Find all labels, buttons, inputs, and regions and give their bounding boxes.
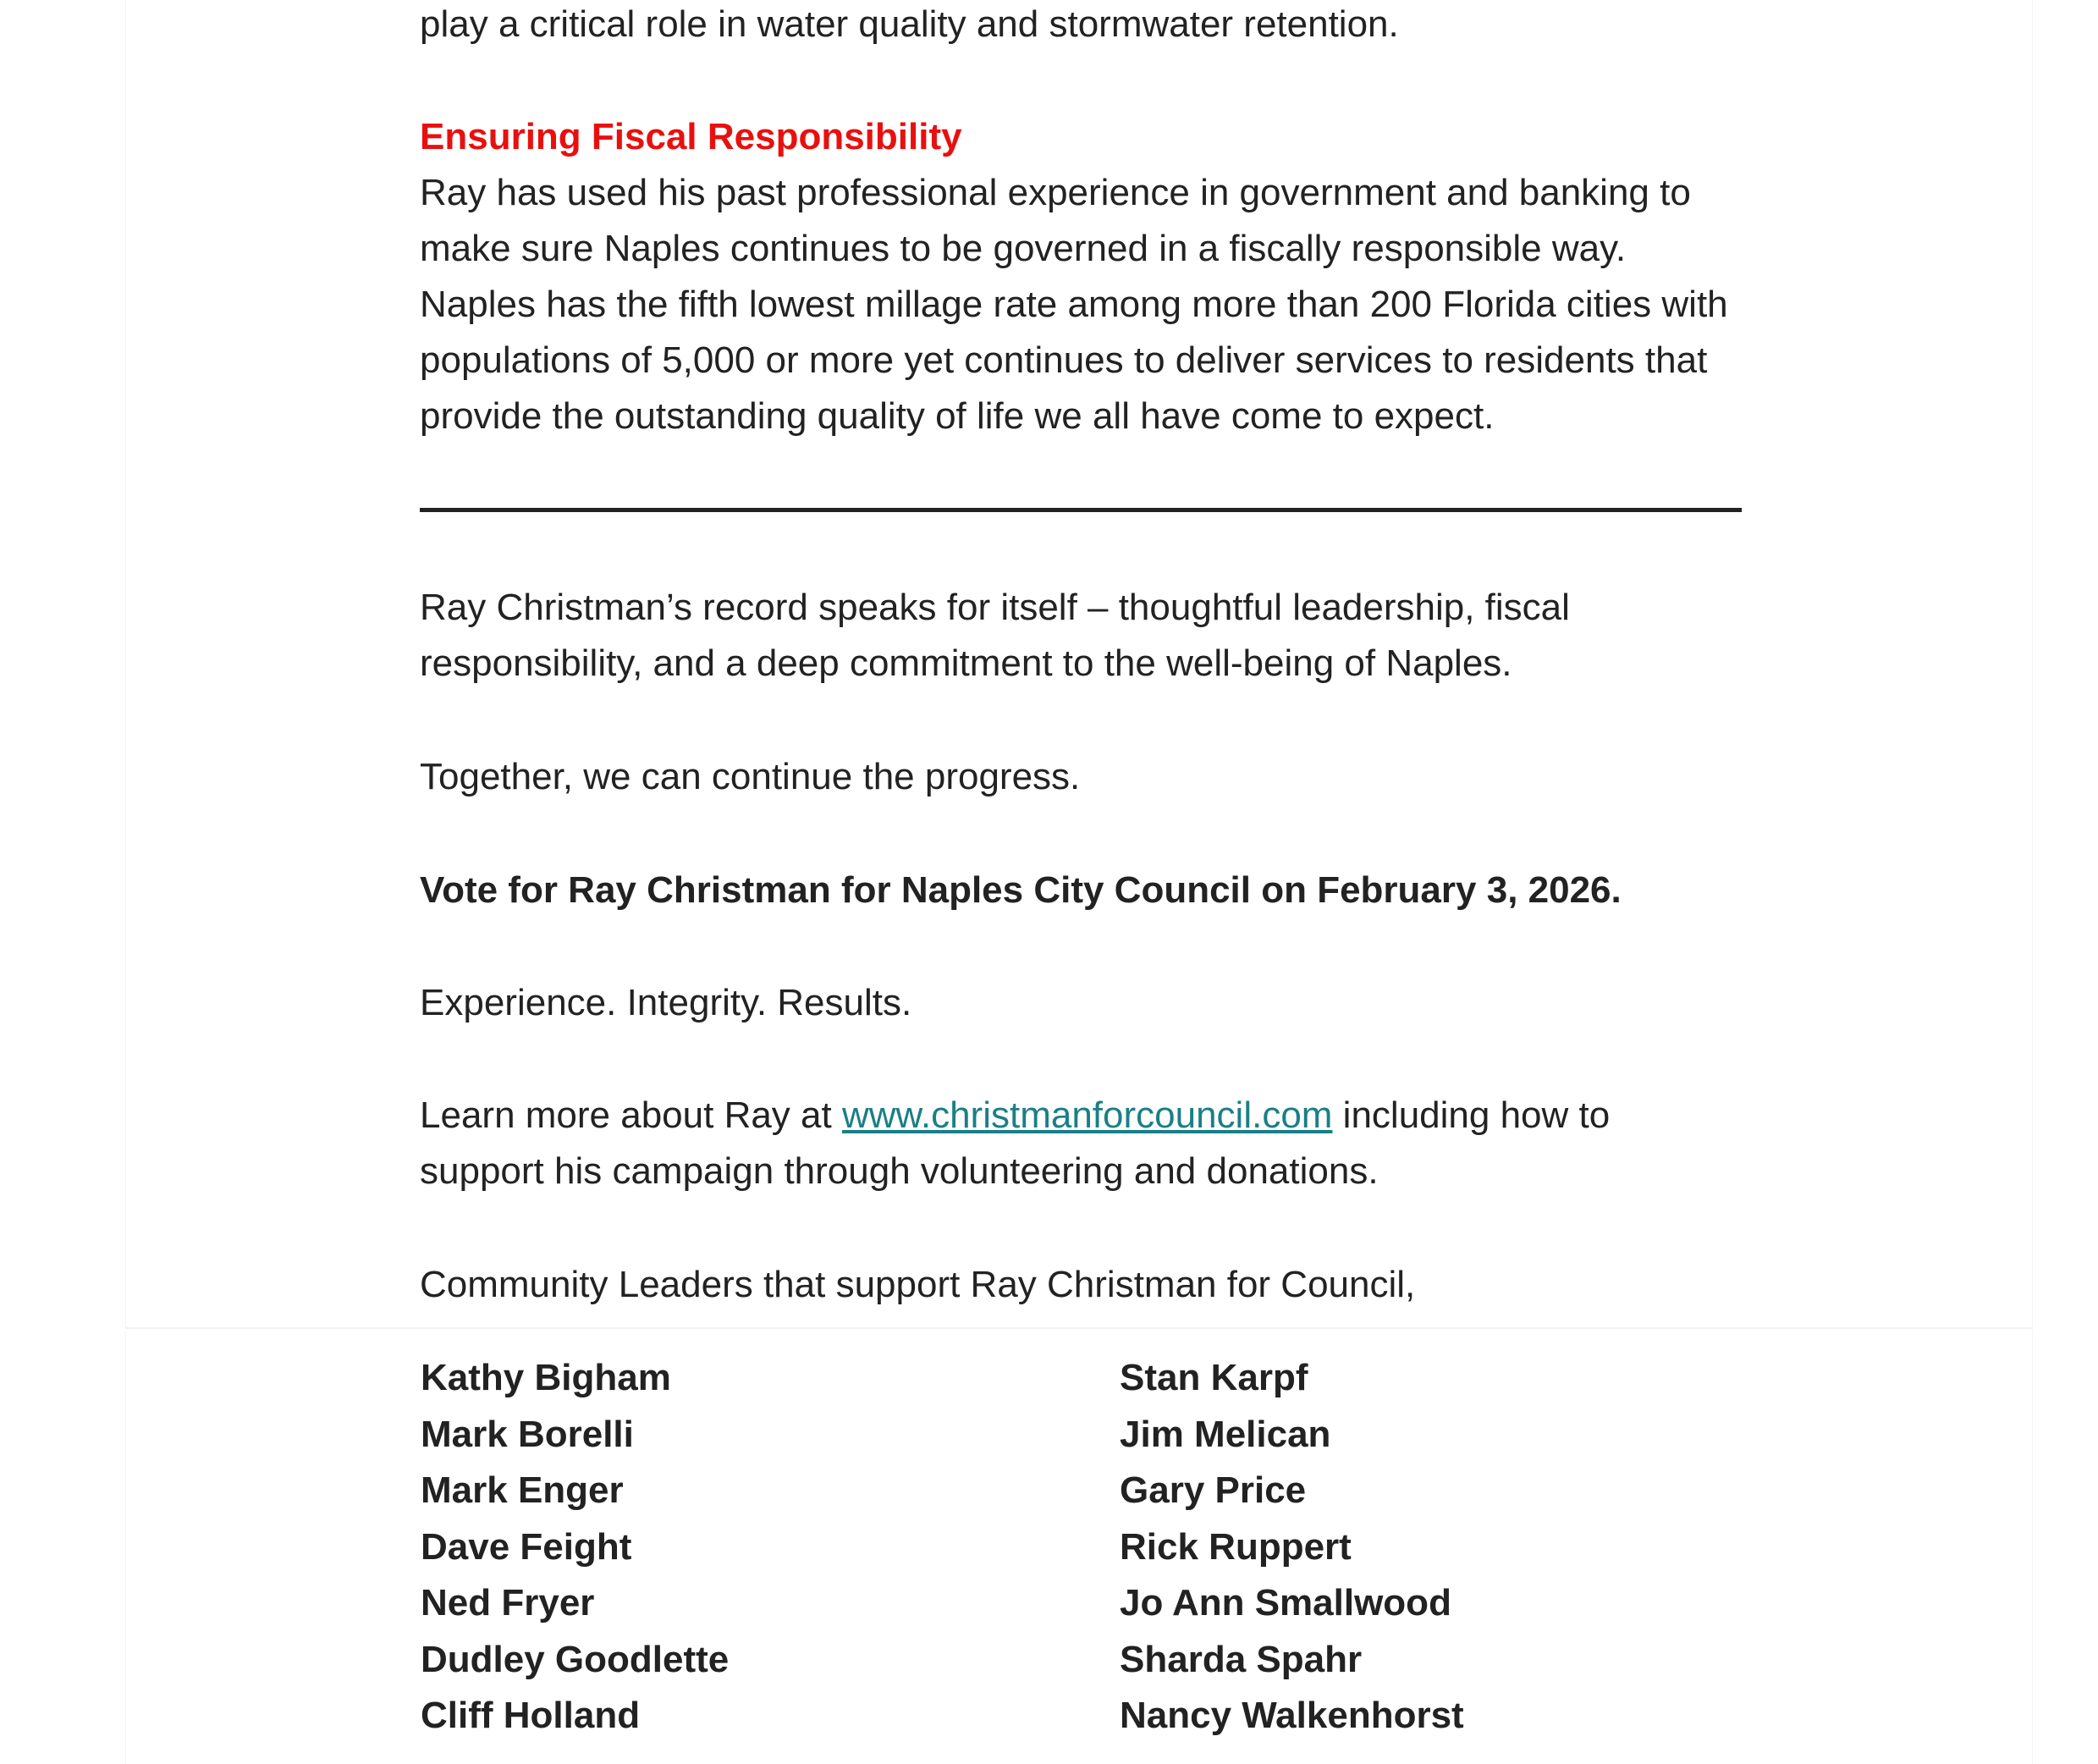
fiscal-section: [420, 109, 1748, 444]
slogan-paragraph: [420, 975, 1748, 1031]
vote-line: Vote for Ray Christman for Naples City Council on February 3, 2026.: [420, 869, 1622, 911]
supporter-name: Dudley Goodlette: [421, 1638, 730, 1680]
fiscal-line-4: populations of 5,000 or more yet continues to deliver services to residents that: [420, 339, 1708, 381]
supporter-name: Jo Ann Smallwood: [1120, 1582, 1451, 1623]
closing-section: [420, 580, 1748, 692]
supporters-right-column: [1120, 1350, 1464, 1745]
learn-more-line-2: support his campaign through volunteering and donations.: [420, 1150, 1379, 1192]
supporters-card: [125, 1331, 2033, 1764]
supporter-name: Dave Feight: [421, 1525, 632, 1568]
supporter-name: Ned Fryer: [421, 1582, 595, 1623]
together-paragraph: [420, 749, 1748, 805]
intro-paragraph: [420, 0, 1748, 52]
learn-more-paragraph: [420, 1088, 1748, 1199]
supporter-name: Mark Borelli: [421, 1413, 634, 1455]
supporter-name: Gary Price: [1120, 1469, 1307, 1511]
fiscal-line-5: provide the outstanding quality of life we all have come to expect.: [420, 395, 1495, 437]
together-line: Together, we can continue the progress.: [420, 756, 1081, 797]
fiscal-line-2: make sure Naples continues to be governed in a fiscally responsible way.: [420, 228, 1627, 269]
supporters-intro-paragraph: [420, 1257, 1748, 1313]
supporter-name: Sharda Spahr: [1120, 1638, 1363, 1680]
supporter-name: Rick Ruppert: [1120, 1525, 1352, 1568]
supporter-name: Kathy Bigham: [421, 1357, 671, 1398]
campaign-website-link[interactable]: www.christmanforcouncil.com: [841, 1094, 1333, 1136]
supporters-left-column: [421, 1350, 729, 1745]
fiscal-heading: Ensuring Fiscal Responsibility: [420, 116, 962, 157]
supporters-intro-line: Community Leaders that support Ray Christman for Council,: [420, 1264, 1416, 1305]
record-line-2: responsibility, and a deep commitment to the well-being of Naples.: [420, 642, 1512, 684]
supporter-name: Nancy Walkenhorst: [1120, 1695, 1464, 1736]
learn-more-suffix: including how to: [1332, 1094, 1611, 1136]
fiscal-line-1: Ray has used his past professional experience in government and banking to: [420, 172, 1691, 213]
intro-line: play a critical role in water quality and stormwater retention.: [420, 3, 1399, 45]
slogan-line: Experience. Integrity. Results.: [420, 982, 912, 1023]
supporter-name: Stan Karpf: [1120, 1357, 1308, 1398]
supporter-name: Jim Melican: [1120, 1413, 1331, 1455]
record-line-1: Ray Christman’s record speaks for itself – thoughtful leadership, fiscal: [420, 587, 1570, 628]
vote-paragraph: [420, 863, 1748, 918]
section-divider: [420, 508, 1742, 512]
learn-more-prefix: Learn more about Ray at: [420, 1094, 842, 1136]
supporter-name: Cliff Holland: [421, 1695, 641, 1736]
learn-more-line-1: [420, 1088, 1748, 1144]
supporter-name: Mark Enger: [421, 1469, 624, 1511]
fiscal-line-3: Naples has the fifth lowest millage rate among more than 200 Florida cities with: [420, 284, 1728, 325]
